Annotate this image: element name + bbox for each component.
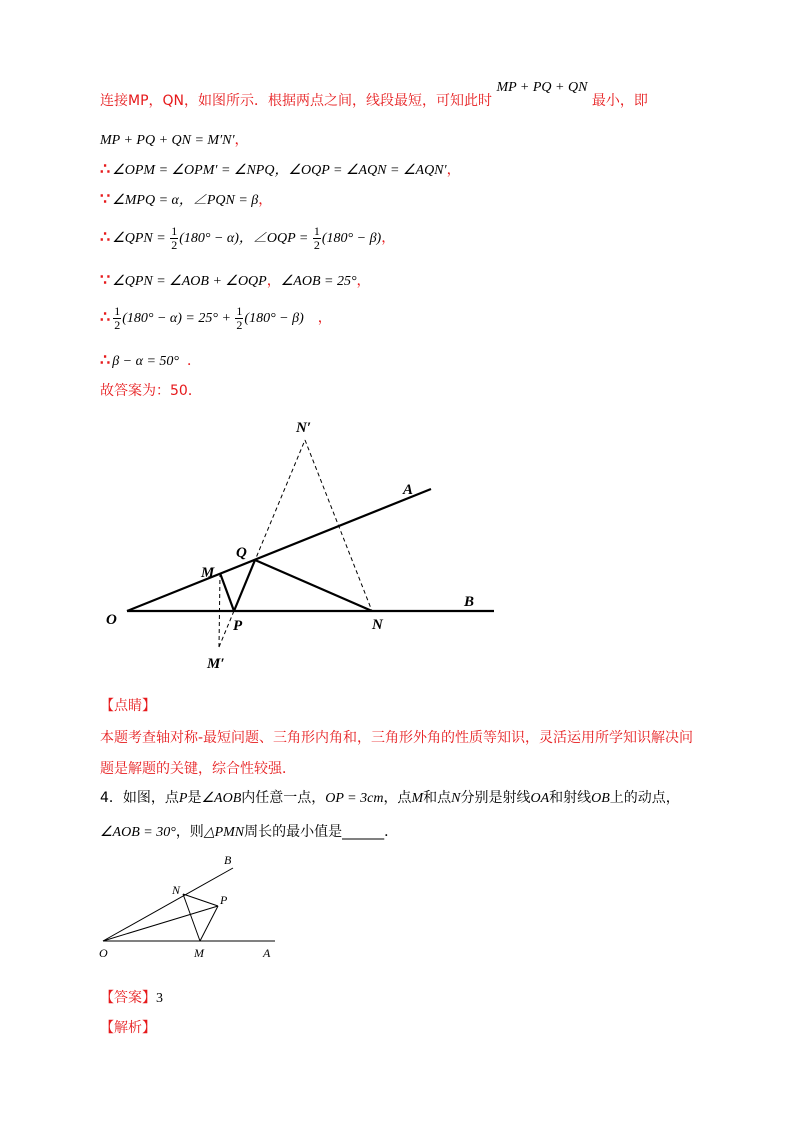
commentary-heading: 【点睛】 — [100, 698, 156, 714]
label-Mp: M′ — [207, 656, 225, 672]
therefore-symbol: ∴ — [100, 307, 111, 326]
line6-expr2: ∠AOB = 25° — [280, 274, 357, 289]
solution-line-2 — [100, 131, 249, 150]
line1-text: 连接MP，QN，如图所示．根据两点之间，线段最短，可知此时 — [100, 93, 493, 109]
geometry-figure-1 — [0, 410, 800, 680]
line6-expr: ∠QPN = ∠AOB + ∠OQP — [112, 274, 267, 289]
line8-expr: β − α = 50° — [112, 354, 180, 369]
segment-MP — [220, 573, 234, 611]
fraction-half: $\frac{1}{2}$ — [171, 223, 178, 252]
label-A: A — [403, 482, 414, 498]
dashed-MMp — [219, 573, 220, 647]
because-symbol: ∵ — [100, 270, 111, 289]
label-O: O — [106, 612, 117, 628]
line2-tail: ， — [234, 132, 249, 148]
line3-tail: ， — [446, 162, 461, 178]
label-A: A — [263, 946, 271, 960]
label-N: N — [172, 883, 181, 897]
line6-mid: ， — [266, 273, 281, 289]
line4-expr: ∠MPQ = α，∠PQN = β — [112, 193, 259, 208]
label-M: M — [201, 565, 215, 581]
label-B: B — [464, 594, 475, 610]
answer-value: 3 — [156, 991, 163, 1006]
answer-label: 【答案】 — [100, 990, 156, 1006]
solution-line-7 — [100, 300, 332, 336]
solution-line-1 — [100, 80, 648, 111]
solution-line-6 — [100, 271, 371, 291]
label-P: P — [220, 893, 228, 907]
dashed-MpNp — [219, 440, 305, 647]
question-4-line-2: ∠AOB = 30°，则△PMN周长的最小值是______． — [100, 824, 399, 840]
line7-b: (180° − β) — [244, 311, 304, 326]
commentary-line-1: 本题考查轴对称-最短问题、三角形内角和，三角形外角的性质等知识，灵活运用所学知识解决问 — [100, 730, 694, 746]
line5-a: ∠QPN = — [112, 231, 170, 246]
line1-tail: 最小，即 — [591, 93, 648, 109]
solution-line-8 — [100, 351, 201, 371]
line5-tail: ， — [381, 230, 396, 246]
line2-expr: MP + PQ + QN = M′N′ — [100, 133, 235, 148]
segment-QN — [255, 560, 372, 611]
label-B: B — [224, 853, 232, 867]
segment-PN — [183, 894, 218, 906]
line1-expr: MP + PQ + QN — [496, 80, 588, 95]
therefore-symbol: ∴ — [100, 227, 111, 246]
ray-OA — [127, 489, 431, 611]
solution-line-3 — [100, 160, 461, 180]
segment-OP — [103, 906, 218, 941]
answer-line — [100, 989, 163, 1008]
solution-line-4 — [100, 190, 272, 210]
line3-expr: ∠OPM = ∠OPM′ = ∠NPQ，∠OQP = ∠AQN = ∠AQN′ — [112, 163, 447, 178]
line7-a: (180° − α) = 25° + — [122, 311, 235, 326]
because-symbol: ∵ — [100, 189, 111, 208]
segment-NM — [183, 894, 200, 941]
analysis-label: 【解析】 — [100, 1020, 156, 1036]
label-P: P — [233, 618, 243, 634]
line4-tail: ， — [258, 192, 273, 208]
label-Q: Q — [236, 545, 247, 561]
therefore-symbol: ∴ — [100, 350, 111, 369]
question-4-line-1: 4．如图，点P是∠AOB内任意一点，OP = 3cm，点M和点N分别是射线OA和射线OB上的动点， — [100, 790, 680, 806]
segment-MP — [200, 906, 218, 941]
geometry-figure-2 — [0, 850, 800, 970]
line8-tail: ． — [187, 353, 202, 369]
line5-b: (180° − α)，∠OQP = — [179, 231, 312, 246]
label-Np: N′ — [296, 420, 312, 436]
commentary-line-2: 题是解题的关键，综合性较强． — [100, 761, 296, 777]
therefore-symbol: ∴ — [100, 159, 111, 178]
label-N: N — [372, 617, 383, 633]
fraction-half: $\frac{1}{2}$ — [236, 303, 243, 332]
line7-tail: ， — [317, 310, 332, 326]
label-M: M — [194, 946, 204, 960]
line6-tail: ， — [356, 273, 371, 289]
solution-line-5 — [100, 220, 395, 256]
fraction-half: $\frac{1}{2}$ — [313, 223, 320, 252]
final-answer-line: 故答案为：50． — [100, 383, 202, 399]
line5-c: (180° − β) — [321, 231, 382, 246]
fraction-half: $\frac{1}{2}$ — [114, 303, 121, 332]
label-O: O — [99, 946, 108, 960]
